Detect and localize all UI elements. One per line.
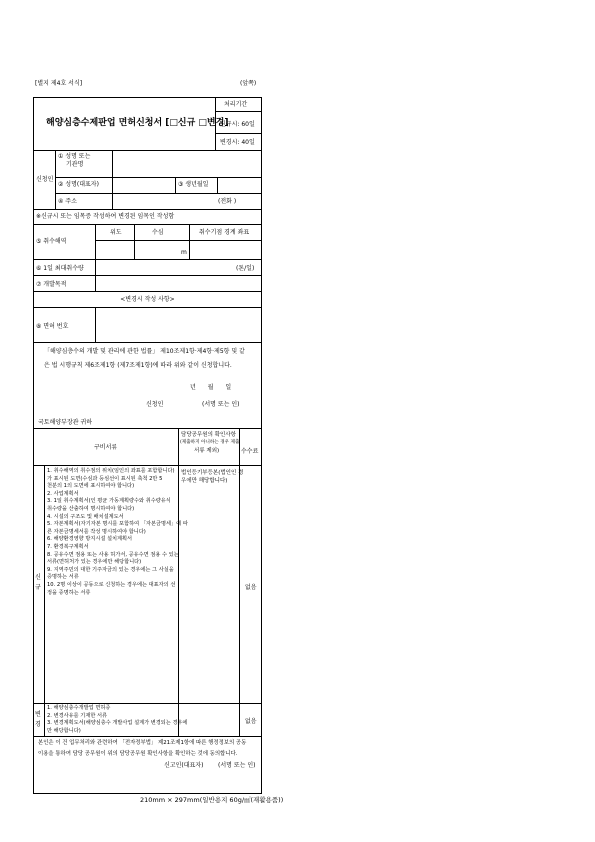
depth-unit: m: [181, 249, 187, 256]
period-new: 신규시: 60일: [220, 121, 255, 128]
consent-line1: 본인은 이 건 업무처리와 관련하여 「전자정부법」 제21조제1항에 따른 행정정보의 공동: [38, 740, 247, 746]
name-label: ① 성명 또는: [58, 153, 91, 160]
doc-item: 7. 환경복구계획서: [47, 543, 89, 550]
doc-item: 3. 변경계획도서(해양심층수 개발사업 설계가 변경되는 경우에: [47, 720, 188, 727]
doc-item: 5. 자본계획서(자기자본 명시를 포함하여 「자본금명세」에 따: [47, 521, 188, 528]
doc-item: 8. 공유수면 점용 또는 사용 허가서, 공유수면 점용 수 있는: [47, 551, 179, 558]
doc-item: 3. 1일 취수계획서(인 평균 가동계획량수와 취수량유식: [47, 498, 171, 505]
doc-item: 10. 2명 이상이 공동으로 신청하는 경우에는 대표자의 선: [47, 581, 176, 588]
col-depth: 수심: [152, 229, 164, 236]
daily-unit: (톤/일): [236, 265, 255, 272]
recipient: 국토해양부장관 귀하: [38, 419, 93, 426]
change-docs-list: [47, 705, 188, 735]
statement-applicant: 신청인: [146, 401, 164, 408]
new-fee: 없음: [245, 584, 257, 591]
processing-period-label: 처리기간: [224, 101, 248, 108]
phone-label: (전화 ): [218, 198, 237, 205]
intake-area-label: ⑤ 취수해역: [36, 238, 67, 245]
doc-item: 천분의 1의 도면에 표시하여야 합니다): [47, 483, 135, 490]
doc-item: 증명하는 서류: [47, 574, 79, 581]
col-verify-line3: 서류 제외): [194, 448, 220, 454]
consent-signer: 신고인(대표자): [164, 762, 204, 769]
applicant-group-label: 신청인: [36, 176, 54, 183]
new-application-notice: ※신규시 또는 임목증 작성하여 변경된 임목인 작성함: [36, 213, 175, 220]
doc-item: 취수량을 산출하여 명시하여야 합니다): [47, 505, 135, 512]
period-change: 변경시: 40일: [220, 139, 255, 146]
statement-line1: 「해양심층수의 개발 및 관리에 관한 법률」 제10조제1항·제4항·제5항 및 같: [44, 348, 245, 355]
doc-item: 만 해당합니다): [47, 727, 81, 734]
statement-sign: (서명 또는 인): [202, 401, 240, 408]
new-verify-line1: 법인등기부등본(법인인 경: [181, 470, 244, 476]
col-documents: 구비서류: [94, 444, 118, 451]
doc-item: 서류(면허처가 있는 경우에만 해당합니다): [47, 559, 142, 566]
doc-item: 른 자본금명세서를 작성 명시하여야 합니다): [47, 528, 146, 535]
col-boundary: 취수기점 경계 좌표: [199, 229, 250, 236]
name-field[interactable]: [113, 152, 261, 176]
rep-label: ② 성명(대표자): [58, 181, 99, 188]
new-docs-list: [47, 468, 188, 597]
doc-item: 4. 시설의 구조도 및 배치설계도서: [47, 513, 124, 520]
doc-item: 9. 지역주민의 대한 기주자금의 있는 경우에는 그 사실을: [47, 566, 174, 573]
doc-item: 6. 해양환경영향 방지시설 설치계획서: [47, 536, 133, 543]
doc-item: 2. 사업계획서: [47, 490, 79, 497]
new-verify-line2: 우에만 해당합니다): [181, 478, 228, 484]
col-verify-line2: (제출하지 아니하는 경우 제출: [180, 440, 240, 445]
license-number-label: ⑧ 면허 번호: [36, 323, 69, 330]
paper-spec: 210mm × 297mm(일반용지 60g/㎡(재활용품)): [140, 796, 284, 804]
side-label: (앞쪽): [240, 80, 257, 87]
change-section-label: 변경: [35, 711, 41, 728]
birth-label: ③ 생년월일: [178, 181, 209, 188]
purpose-label: ⑦ 개발목적: [36, 281, 67, 288]
address-label: ④ 주소: [58, 198, 77, 205]
doc-item: 정을 증명하는 서류: [47, 589, 91, 596]
consent-sign: (서명 또는 인): [218, 762, 256, 769]
form-number: [별지 제4호 서식]: [35, 80, 83, 87]
doc-item: 1. 취수해역의 취수점의 위치(임인의 좌표를 포함합니다): [47, 468, 175, 474]
doc-item: 2. 변경사유를 기재한 서류: [47, 712, 108, 719]
change-fee: 없음: [245, 718, 257, 725]
consent-line2: 이용을 통하여 담당 공무원이 위의 담당공무원 확인사항을 확인하는 것에 동의합니다.: [38, 751, 238, 757]
name-label-line2: 기관명: [66, 161, 84, 168]
statement-date: 년 월 일: [190, 384, 232, 391]
new-section-label: 신규: [35, 574, 41, 591]
col-fee: 수수료: [241, 448, 259, 455]
page-title: 해양심층수제판업 면허신청서 [□신규 □변경]: [46, 118, 229, 128]
col-verify: 담당공무원의 확인사항: [181, 432, 236, 438]
doc-item: 가 표시된 도면(수심과 등심선이 표시된 축척 2만 5: [47, 475, 163, 482]
col-latitude: 위도: [110, 229, 122, 236]
change-section-header: <변경시 작성 사항>: [120, 296, 175, 303]
doc-item: 1. 해양심층수개발업 면허증: [47, 705, 111, 711]
statement-line2: 은 법 시행규칙 제6조제1항 (제7조제1항)에 따라 위와 같이 신청합니다.: [44, 362, 232, 369]
daily-max-label: ⑥ 1일 최대취수량: [36, 265, 84, 272]
